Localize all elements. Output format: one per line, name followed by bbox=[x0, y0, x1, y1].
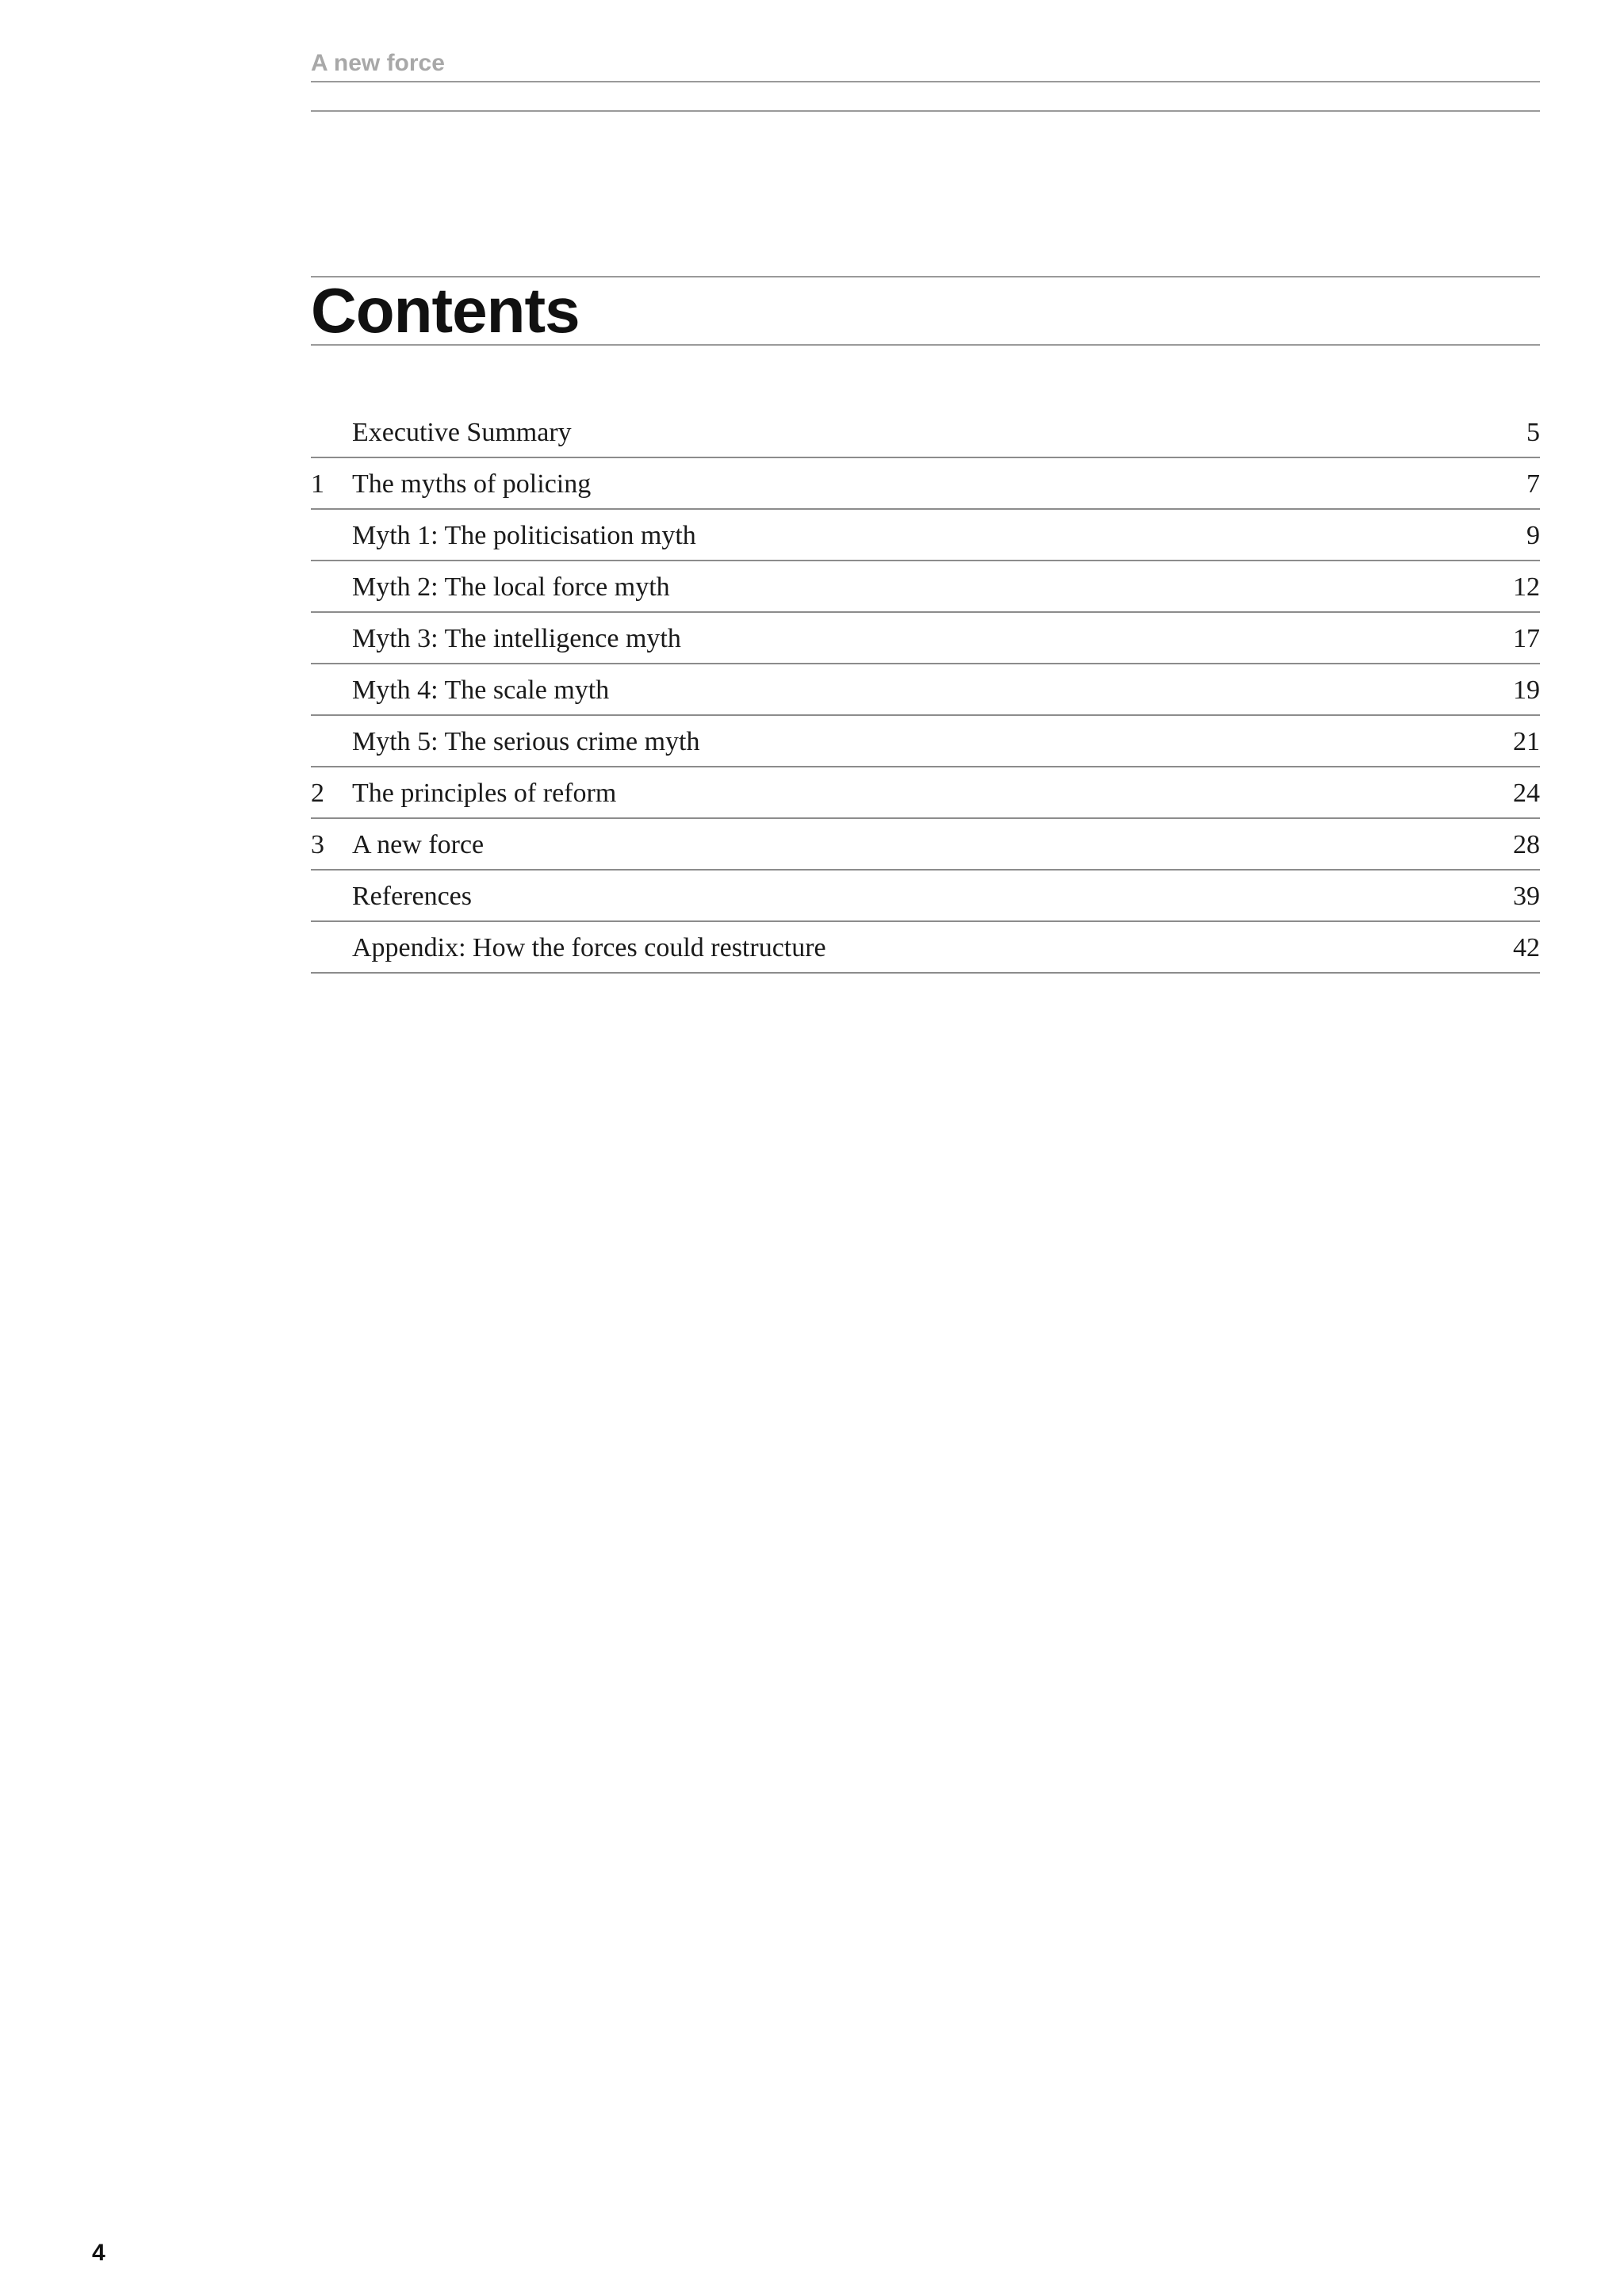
contents-heading-block bbox=[311, 276, 1540, 346]
toc-entry-page: 19 bbox=[1513, 675, 1540, 705]
toc-entry-label: Myth 3: The intelligence myth bbox=[352, 624, 681, 653]
toc-entry-label: Appendix: How the forces could restructure bbox=[352, 933, 826, 962]
toc-entry-label: The myths of policing bbox=[352, 469, 592, 499]
toc-entry-myth-5[interactable] bbox=[311, 716, 1540, 767]
toc-entry-page: 7 bbox=[1526, 469, 1540, 499]
running-header-title: A new force bbox=[311, 50, 445, 76]
toc-entry-page: 39 bbox=[1513, 882, 1540, 911]
toc-entry-label: References bbox=[352, 882, 473, 911]
toc-entry-a-new-force[interactable] bbox=[311, 819, 1540, 871]
toc-entry-executive-summary[interactable] bbox=[311, 407, 1540, 458]
toc-entry-myth-3[interactable] bbox=[311, 613, 1540, 664]
toc-entry-label: Executive Summary bbox=[352, 418, 572, 447]
toc-entry-page: 17 bbox=[1513, 624, 1540, 653]
toc-entry-label: Myth 2: The local force myth bbox=[352, 572, 670, 602]
toc-entry-page: 28 bbox=[1513, 830, 1540, 859]
toc-entry-page: 21 bbox=[1513, 727, 1540, 756]
toc-entry-page: 9 bbox=[1526, 521, 1540, 550]
toc-entry-number: 3 bbox=[311, 830, 324, 859]
toc-entry-appendix[interactable] bbox=[311, 922, 1540, 974]
page-title: Contents bbox=[311, 275, 580, 346]
toc-entry-principles-of-reform[interactable] bbox=[311, 767, 1540, 819]
toc-entry-label: Myth 4: The scale myth bbox=[352, 675, 610, 705]
toc-entry-page: 42 bbox=[1513, 933, 1540, 962]
toc-entry-number: 1 bbox=[311, 469, 324, 499]
page-number: 4 bbox=[92, 2240, 105, 2266]
toc-entry-references[interactable] bbox=[311, 871, 1540, 922]
toc-entry-myth-1[interactable] bbox=[311, 510, 1540, 561]
toc-entry-myth-2[interactable] bbox=[311, 561, 1540, 613]
toc-entry-label: The principles of reform bbox=[352, 779, 617, 808]
toc-entry-myth-4[interactable] bbox=[311, 664, 1540, 716]
toc-entry-number: 2 bbox=[311, 779, 324, 808]
toc-entry-myths-of-policing[interactable] bbox=[311, 458, 1540, 510]
running-header bbox=[311, 49, 1540, 82]
toc-entry-page: 5 bbox=[1526, 418, 1540, 447]
toc-entry-label: Myth 1: The politicisation myth bbox=[352, 521, 696, 550]
toc-entry-label: Myth 5: The serious crime myth bbox=[352, 727, 700, 756]
toc-entry-page: 12 bbox=[1513, 572, 1540, 602]
toc-entry-label: A new force bbox=[352, 830, 485, 859]
header-divider bbox=[311, 110, 1540, 112]
toc-entry-page: 24 bbox=[1513, 779, 1540, 808]
table-of-contents bbox=[311, 407, 1540, 974]
